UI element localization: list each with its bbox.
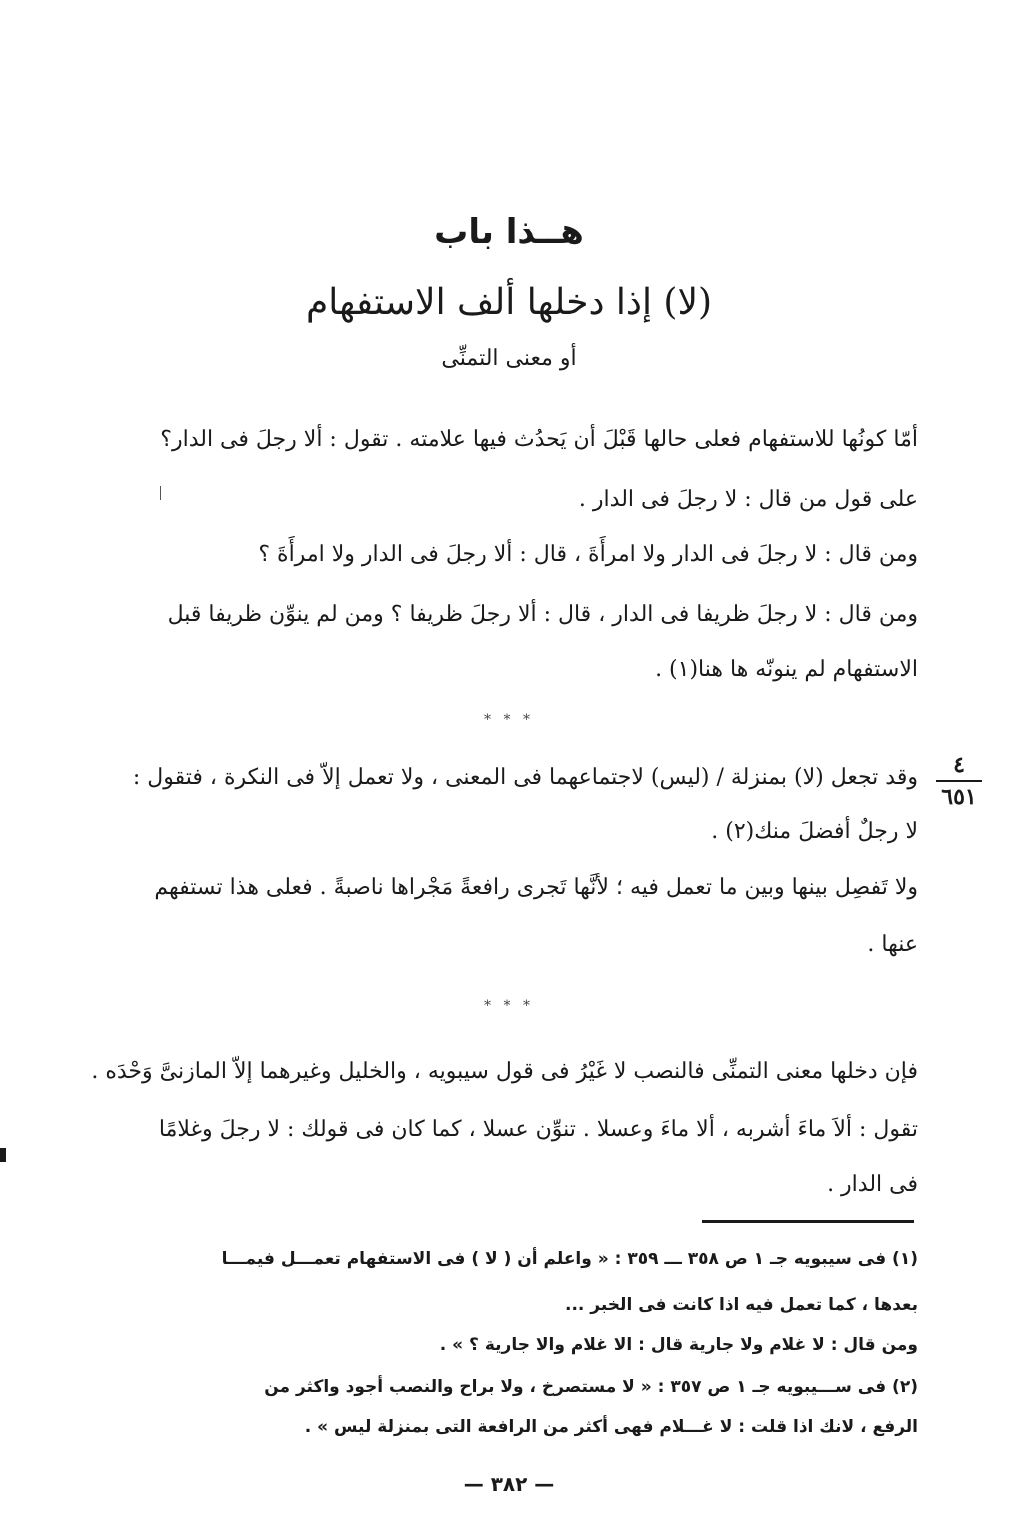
body-line-12: فى الدار .	[827, 1172, 918, 1197]
margin-ref-volume: ٤	[936, 752, 982, 782]
footnote-2-line-1: (٢) فى ســـيبويه جـ ١ ص ٣٥٧ : « لا مستصرخ ، ولا براح والنصب أجود واكثر من	[264, 1377, 918, 1397]
body-line-6: وقد تجعل (لا) بمنزلة / (ليس) لاجتماعهما فى المعنى ، ولا تعمل إلاّ فى النكرة ، فتقول :	[132, 765, 918, 790]
section-separator: * * *	[484, 998, 534, 1014]
body-line-4: ومن قال : لا رجلَ ظريفا فى الدار ، قال : ألا رجلَ ظريفا ؟ ومن لم ينوِّن ظريفا قبل	[167, 602, 918, 627]
body-line-9: عنها .	[867, 932, 918, 957]
page-number: — ٣٨٢ —	[463, 1472, 555, 1496]
chapter-subtitle: (لا) إذا دخلها ألف الاستفهام	[305, 282, 713, 323]
body-line-7: لا رجلٌ أفضلَ منك(٢) .	[711, 819, 918, 844]
body-line-5: الاستفهام لم ينونّه ها هنا(١) .	[655, 657, 918, 682]
ink-mark	[160, 486, 161, 500]
footnote-1-line-3: ومن قال : لا غلام ولا جارية قال : الا غلام والا جارية ؟ » .	[439, 1335, 918, 1355]
footnote-2-line-2: الرفع ، لانك اذا قلت : لا غـــلام فهى أكثر من الرافعة التى بمنزلة ليس » .	[304, 1417, 918, 1437]
body-line-11: تقول : ألاَ ماءَ أشربه ، ألا ماءَ وعسلا . تنوِّن عسلا ، كما كان فى قولك : لا رجلَ وغلامًا	[158, 1117, 918, 1142]
chapter-title: هــذا باب	[434, 212, 584, 252]
chapter-subtitle-secondary: أو معنى التمنِّى	[441, 346, 577, 371]
footnote-1-line-1: (١) فى سيبويه جـ ١ ص ٣٥٨ ـــ ٣٥٩ : « واعلم أن ( لا ) فى الاستفهام تعمـــل فيمـــا	[221, 1249, 918, 1269]
body-line-1: أمّا كونُها للاستفهام فعلى حالها قَبْلَ أن يَحدُث فيها علامته . تقول : ألا رجلَ فى الدار؟	[160, 427, 918, 452]
body-line-3: ومن قال : لا رجلَ فى الدار ولا امرأَةَ ، قال : ألا رجلَ فى الدار ولا امرأَةَ ؟	[258, 542, 918, 567]
body-line-8: ولا تَفصِل بينها وبين ما تعمل فيه ؛ لأنَّها تَجرى رافعةً مَجْراها ناصبةً . فعلى هذا تستفهم	[154, 875, 918, 900]
margin-ref-page: ٦٥١	[941, 784, 977, 810]
body-line-2: على قول من قال : لا رجلَ فى الدار .	[578, 487, 918, 512]
footnote-divider	[702, 1220, 914, 1223]
body-line-10: فإن دخلها معنى التمنِّى فالنصب لا غَيْرُ فى قول سيبويه ، والخليل وغيرهما إلاّ المازنىَّ وَحْدَه .	[91, 1059, 918, 1084]
section-separator: * * *	[484, 712, 534, 728]
footnote-1-line-2: بعدها ، كما تعمل فيه اذا كانت فى الخبر ...	[565, 1295, 918, 1315]
scan-speck	[0, 1148, 6, 1162]
